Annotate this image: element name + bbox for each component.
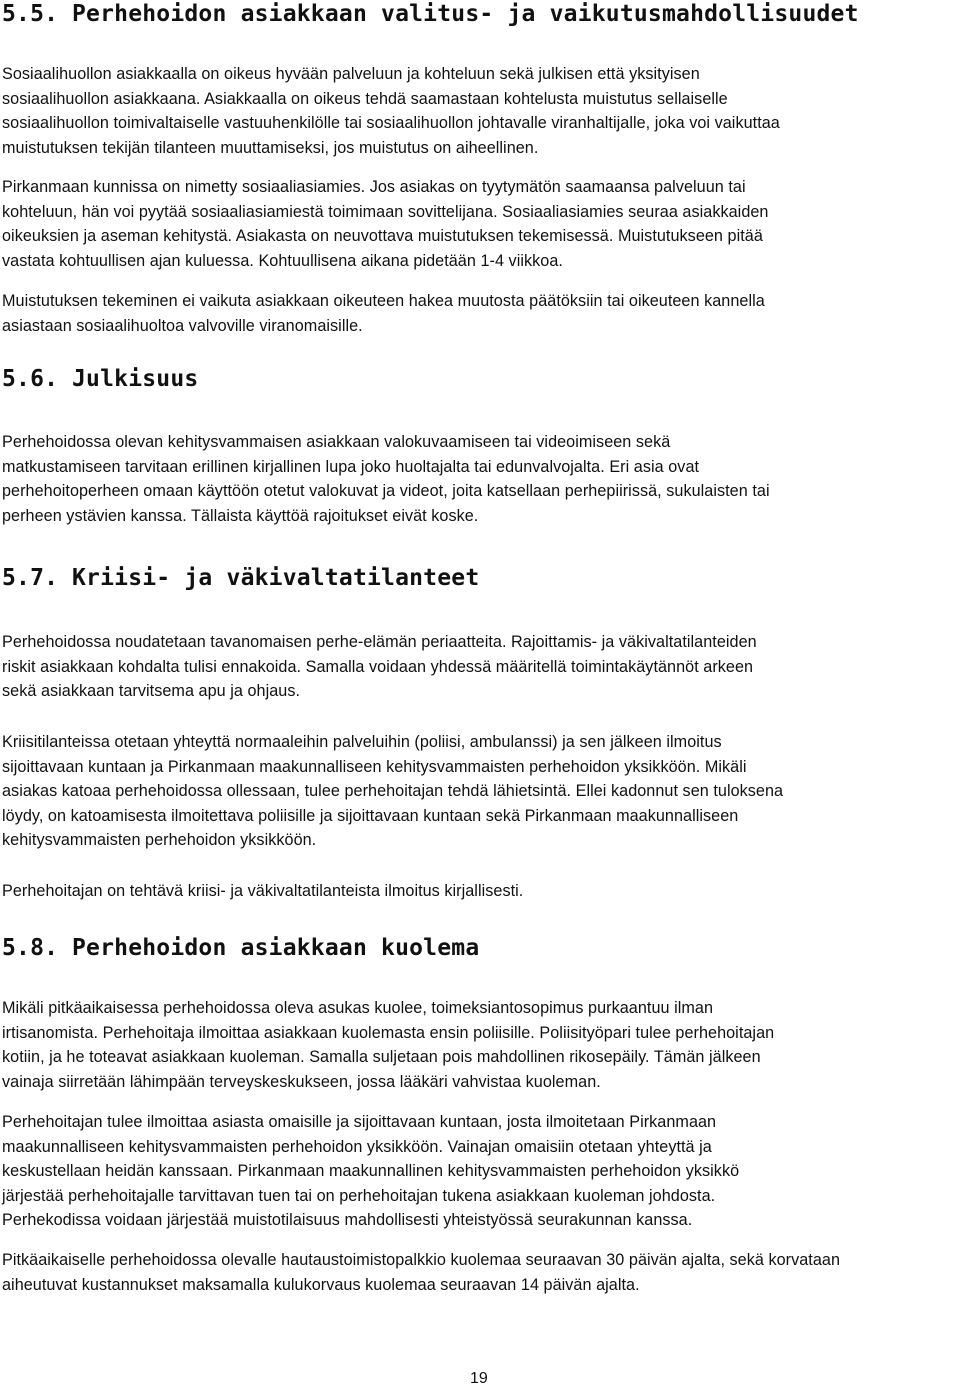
text-line: Perhehoidossa noudatetaan tavanomaisen perhe-elämän periaatteita. Rajoittamis- ja väkivaltatilanteiden [2, 633, 757, 651]
text-line: maakunnalliseen kehitysvammaisten perhehoidon yksikköön. Vainajan omaisiin otetaan yhteyttä ja [2, 1137, 712, 1156]
text-line: sijoittavaan kuntaan ja Pirkanmaan maakunnalliseen kehitysvammaisten perhehoidon yksikköön. Mikäli [2, 757, 747, 776]
section-number: 5.7. [2, 565, 59, 591]
text-line: kohteluun, hän voi pyytää sosiaaliasiamiestä toimimaan sovittelijana. Sosiaaliasiamies seuraa asiakkaiden [2, 202, 769, 221]
page-number: 19 [470, 1370, 488, 1387]
text-line: Perhehoitajan on tehtävä kriisi- ja väkivaltatilanteista ilmoitus kirjallisesti. [2, 882, 524, 900]
paragraph [2, 430, 770, 528]
text-line: järjestää perhehoitajalle tarvittavan tuen tai on perhehoitajan tukena asiakkaan kuoleman johdosta. [2, 1186, 716, 1205]
section-number: 5.8. [2, 935, 59, 961]
text-line: löydy, on katoamisesta ilmoitettava poliisille ja sijoittavaan kuntaan sekä Pirkanmaan maakunnalliseen [2, 806, 739, 825]
text-line: aiheutuvat kustannukset maksamalla kulukorvaus kuolemaa seuraavan 14 päivän ajalta. [2, 1275, 640, 1294]
paragraph [2, 630, 757, 704]
text-line: oikeuksien ja aseman kehitystä. Asiakasta on neuvottava muistutuksen tekemisessä. Muistutukseen pitää [2, 227, 763, 245]
section-heading [2, 934, 479, 962]
text-line: kehitysvammaisten perhehoidon yksikköön. [2, 831, 317, 849]
text-line: Muistutuksen tekeminen ei vaikuta asiakkaan oikeuteen hakea muutosta päätöksiin tai oikeuteen kannella [2, 292, 765, 310]
text-line: perheen ystävien kanssa. Tällaista käyttöä rajoitukset eivät koske. [2, 506, 479, 525]
text-line: sosiaalihuollon toimivaltaiselle vastuuhenkilölle tai sosiaalihuollon johtavalle viranhaltijalle, joka voi vaikuttaa [2, 114, 780, 132]
text-line: muistutuksen tekijän tilanteen muuttamiseksi, jos muistutus on aiheellinen. [2, 138, 539, 157]
section-heading [2, 564, 479, 592]
text-line: Perhehoitajan tulee ilmoittaa asiasta omaisille ja sijoittavaan kuntaan, josta ilmoitetaan Pirkanmaan [2, 1113, 717, 1131]
text-line: Pirkanmaan kunnissa on nimetty sosiaaliasiamies. Jos asiakas on tyytymätön saamaansa palveluun tai [2, 178, 746, 196]
paragraph [2, 62, 780, 160]
text-line: Perhekodissa voidaan järjestää muistotilaisuus mahdollisesti yhteistyössä seurakunnan kanssa. [2, 1211, 693, 1229]
paragraph [2, 879, 523, 904]
paragraph [2, 289, 765, 338]
text-line: Pitkäaikaiselle perhehoidossa olevalle hautaustoimistopalkkio kuolemaa seuraavan 30 päivän ajalta, sekä korvataan [2, 1251, 841, 1269]
paragraph [2, 1248, 840, 1297]
text-line: irtisanomista. Perhehoitaja ilmoittaa asiakkaan kuolemasta ensin poliisille. Poliisityöpari tulee perhehoitajan [2, 1023, 775, 1042]
paragraph [2, 996, 774, 1094]
section-number: 5.6. [2, 366, 59, 392]
text-line: vainaja siirretään lähimpään terveyskeskukseen, jossa lääkäri vahvistaa kuoleman. [2, 1072, 601, 1091]
paragraph [2, 175, 768, 273]
paragraph [2, 1110, 739, 1233]
text-line: riskit asiakkaan kohdalta tulisi ennakoida. Samalla voidaan yhdessä määritellä toimintakäytännöt arkeen [2, 657, 754, 676]
text-line: perhehoitoperheen omaan käyttöön otetut valokuvat ja videot, joita katsellaan perhepiirissä, sukulaisten tai [2, 482, 770, 500]
text-line: Perhehoidossa olevan kehitysvammaisen asiakkaan valokuvaamiseen tai videoimiseen sekä [2, 433, 671, 451]
text-line: vastata kohtuullisen ajan kuluessa. Kohtuullisena aikana pidetään 1-4 viikkoa. [2, 251, 563, 270]
text-line: asiakas katoaa perhehoidossa ollessaan, tulee perhehoitajan tehdä lähietsintä. Ellei kadonnut sen tuloksena [2, 782, 784, 800]
text-line: matkustamiseen tarvitaan erillinen kirjallinen lupa joko huoltajalta tai edunvalvojalta. Eri asia ovat [2, 457, 700, 476]
text-line: sekä asiakkaan tarvitsema apu ja ohjaus. [2, 682, 301, 700]
section-title: Perhehoidon asiakkaan valitus- ja vaikutusmahdollisuudet [72, 1, 859, 27]
text-line: asiastaan sosiaalihuoltoa valvoville viranomaisille. [2, 316, 363, 335]
text-line: Kriisitilanteissa otetaan yhteyttä normaaleihin palveluihin (poliisi, ambulanssi) ja sen jälkeen ilmoitus [2, 733, 722, 751]
section-title: Kriisi- ja väkivaltatilanteet [72, 565, 480, 591]
section-number: 5.5. [2, 1, 59, 27]
paragraph [2, 730, 783, 853]
section-heading [2, 0, 859, 28]
text-line: Sosiaalihuollon asiakkaalla on oikeus hyvään palveluun ja kohteluun sekä julkisen että yksityisen [2, 65, 700, 83]
text-line: Mikäli pitkäaikaisessa perhehoidossa oleva asukas kuolee, toimeksiantosopimus purkaantuu ilman [2, 999, 714, 1017]
text-line: kotiin, ja he toteavat asiakkaan kuoleman. Samalla suljetaan pois mahdollinen rikosepäily. Tämän jälkeen [2, 1048, 761, 1066]
section-heading [2, 365, 198, 393]
text-line: keskustellaan heidän kanssaan. Pirkanmaan maakunnallinen kehitysvammaisten perhehoidon yksikkö [2, 1162, 740, 1180]
section-title: Julkisuus [72, 366, 199, 392]
text-line: sosiaalihuollon asiakkaana. Asiakkaalla on oikeus tehdä saamastaan kohtelusta muistutus sellaiselle [2, 89, 728, 108]
section-title: Perhehoidon asiakkaan kuolema [72, 935, 480, 961]
